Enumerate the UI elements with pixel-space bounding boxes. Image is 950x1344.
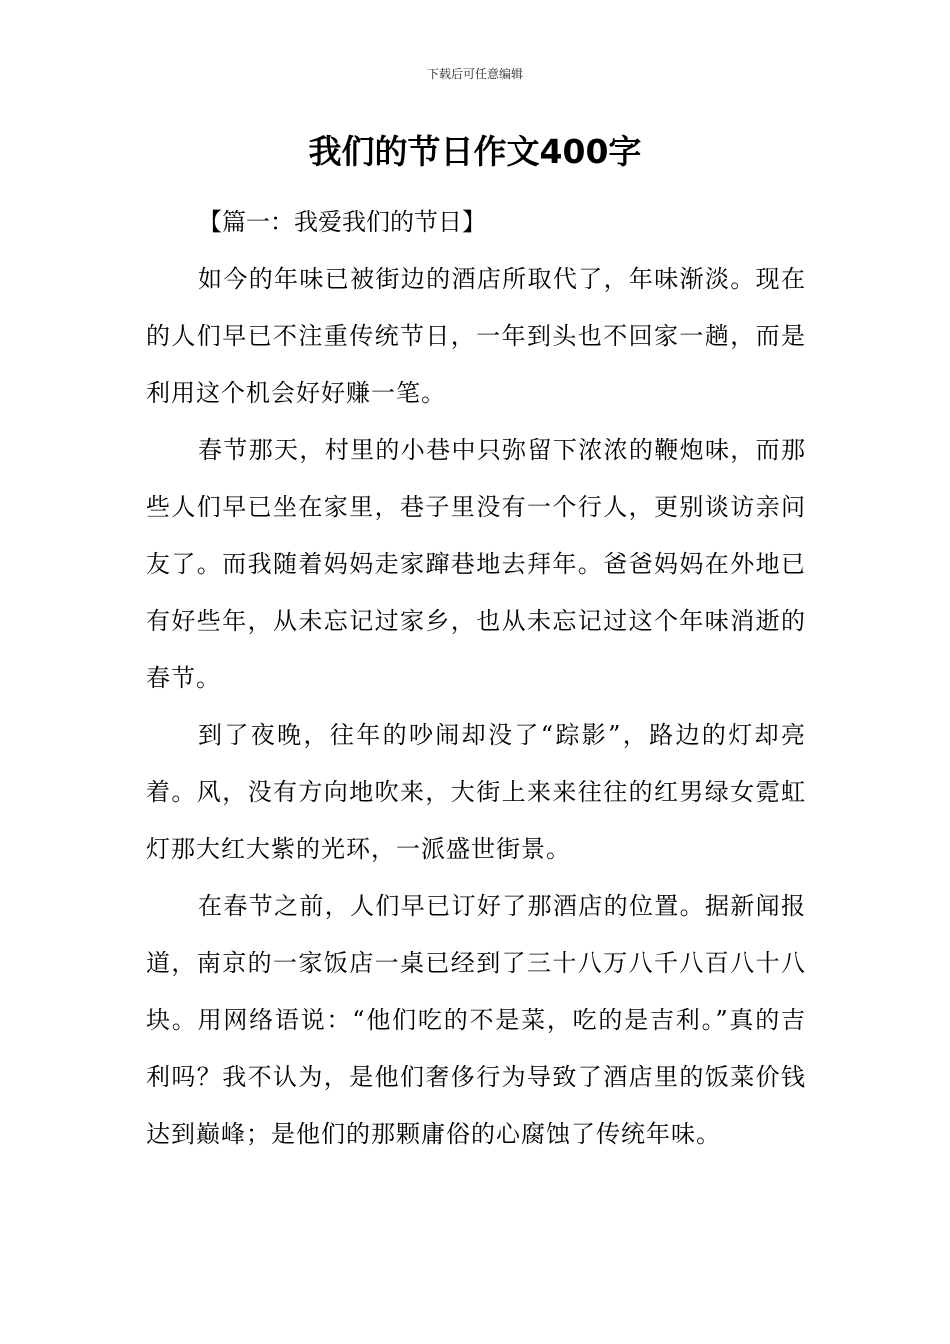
header-note: 下载后可任意编辑 xyxy=(426,67,523,81)
page-title: 我们的节日作文400字 xyxy=(308,132,642,171)
paragraph-2: 春节那天，村里的小巷中只弥留下浓浓的鞭炮味，而那些人们早已坐在家里，巷子里没有一个行人，更别谈访亲问友了。而我随着妈妈走家蹿巷地去拜年。爸爸妈妈在外地已有好些年，从未忘记过家乡，也从未忘记过这个年味消逝的春节。 xyxy=(146,436,806,692)
paragraph-4: 在春节之前，人们早已订好了那酒店的位置。据新闻报道，南京的一家饭店一桌已经到了三十八万八千八百八十八块。用网络语说：“他们吃的不是菜，吃的是吉利。”真的吉利吗？我不认为，是他们奢侈行为导致了酒店里的饭菜价钱达到巅峰；是他们的那颗庸俗的心腐蚀了传统年味。 xyxy=(146,892,806,1148)
section-heading: 【篇一：我爱我们的节日】 xyxy=(198,208,486,236)
paragraph-3: 到了夜晚，往年的吵闹却没了“踪影”，路边的灯却亮着。风，没有方向地吹来，大街上来来往往的红男绿女霓虹灯那大红大紫的光环，一派盛世街景。 xyxy=(146,721,806,863)
paragraph-1: 如今的年味已被街边的酒店所取代了，年味渐淡。现在的人们早已不注重传统节日，一年到头也不回家一趟，而是利用这个机会好好赚一笔。 xyxy=(146,265,806,407)
article-body xyxy=(146,194,806,1163)
